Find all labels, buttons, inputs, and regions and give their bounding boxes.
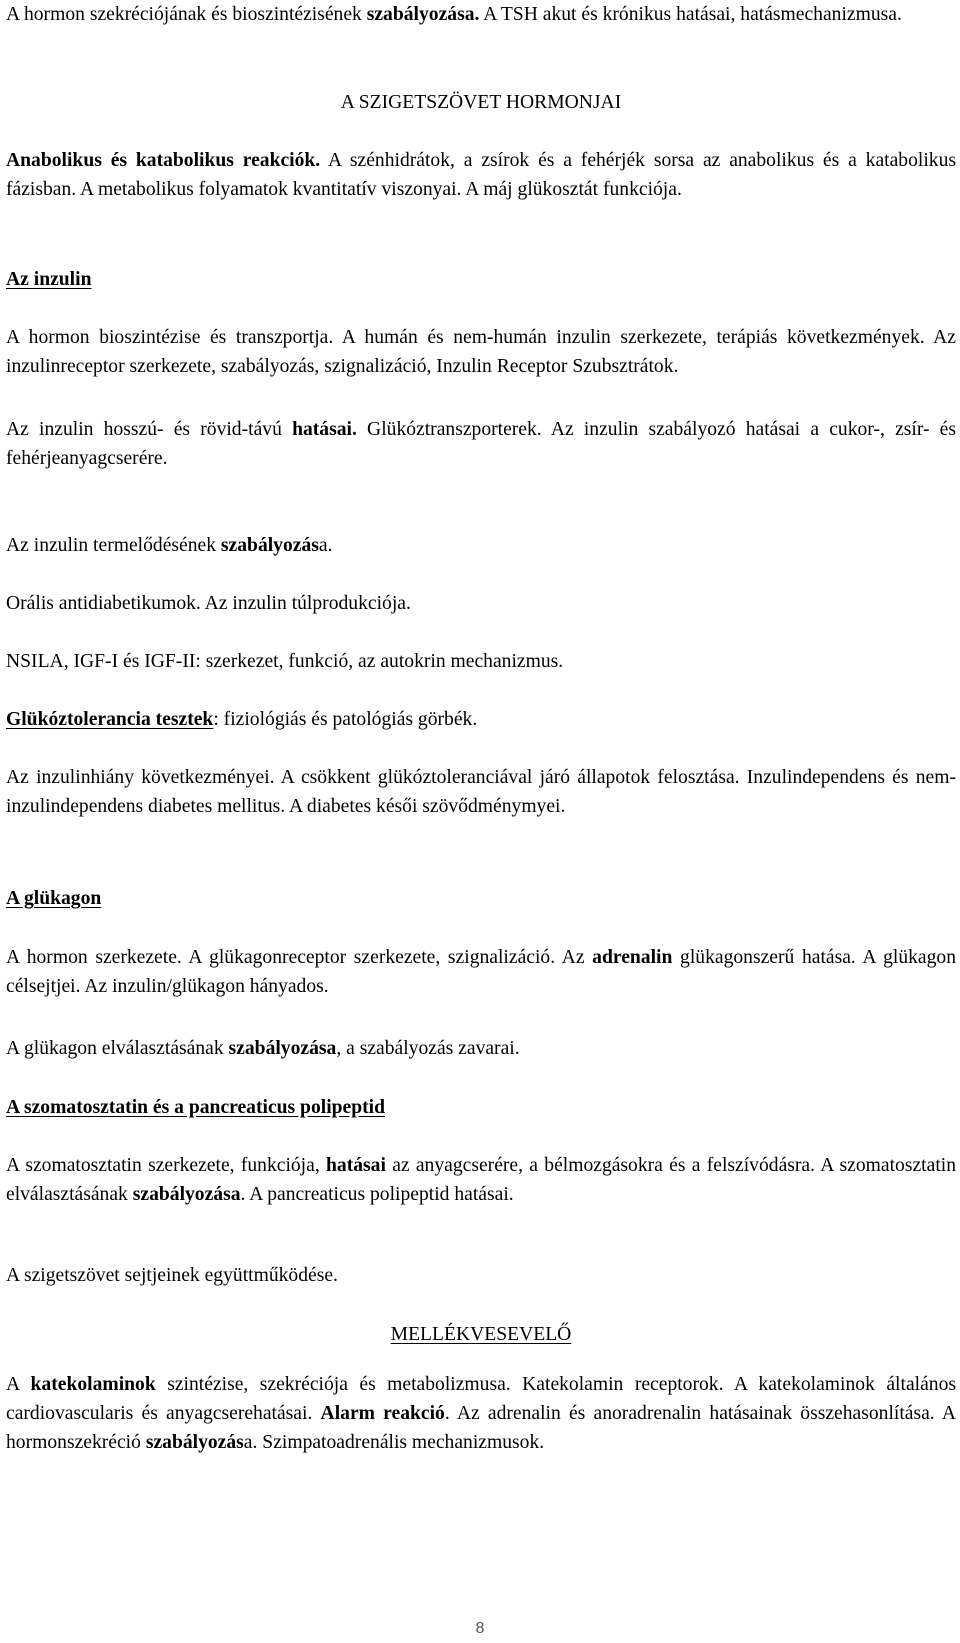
subheading-szomatosztatin: [6, 1093, 956, 1122]
text-run: . A pancreaticus polipeptid hatásai.: [240, 1184, 514, 1205]
section-heading-szigetszovet: A SZIGETSZÖVET HORMONJAI: [340, 92, 622, 113]
text-run: A szénhidrátok, a zsírok és a fehérjék sorsa az anabolikus és a katabolikus fázisban. A metabolikus folyamatok kvantitatív viszonyai. A máj glükosztát funkciója.: [6, 150, 956, 200]
text-run: a.: [318, 535, 333, 556]
bold-run: szabályozás: [220, 535, 319, 556]
text-run: A hormon szerkezete. A glükagonreceptor szerkezete, szignalizáció. Az: [6, 947, 593, 968]
page-number: 8: [475, 1620, 485, 1637]
paragraph-nsila: NSILA, IGF-I és IGF-II: szerkezet, funkció, az autokrin mechanizmus.: [6, 651, 564, 672]
paragraph-egyuttmukodes: A szigetszövet sejtjeinek együttműködése.: [6, 1265, 338, 1286]
paragraph-bioszintezis: A hormon bioszintézise és transzportja. A humán és nem-humán inzulin szerkezete, terápiás következmények. Az inzulinreceptor szerkezete, szabályozás, szignalizáció, Inzulin Receptor Szubsztrátok.: [6, 327, 956, 377]
underlined-bold-run: Glükóztolerancia tesztek: [6, 709, 214, 730]
text-run: A hormon szekréciójának és bioszintézisének: [6, 4, 367, 25]
underlined-heading: Az inzulin: [6, 269, 92, 290]
text-run: Glükóztranszporterek. Az inzulin szabályozó hatásai a cukor-, zsír- és fehérjeanyagcserére.: [6, 419, 957, 469]
text-run: , a szabályozás zavarai.: [336, 1038, 520, 1059]
text-run: a. Szimpatoadrenális mechanizmusok.: [243, 1432, 545, 1453]
paragraph-tsh: [6, 0, 956, 29]
bold-run: szabályozása.: [366, 4, 480, 25]
bold-run: Alarm reakció: [320, 1403, 445, 1424]
text-run: . Az adrenalin és anoradrenalin hatásainak összehasonlítása. A hormonszekréció: [6, 1403, 956, 1453]
text-run: : fiziológiás és patológiás görbék.: [213, 709, 478, 730]
paragraph-glukagon-szerkezet: [6, 943, 956, 1001]
bold-run: hatásai.: [292, 419, 357, 440]
subheading-glukagon: [6, 884, 956, 913]
bold-run: adrenalin: [592, 947, 673, 968]
text-run: A glükagon elválasztásának: [6, 1038, 229, 1059]
paragraph-glukagon-elvalasztas: [6, 1034, 956, 1063]
paragraph-szomatosztatin: [6, 1151, 956, 1209]
paragraph-inzulinhiany: Az inzulinhiány következményei. A csökkent glükóztoleranciával járó állapotok felosztása. Inzulindependens és nem-inzulindependens diabetes mellitus. A diabetes késői szövődménymyei.: [6, 767, 956, 817]
text-run: glükagonszerű hatása. A glükagon célsejtjei. Az inzulin/glükagon hányados.: [6, 947, 957, 997]
text-run: szintézise, szekréciója és metabolizmusa. Katekolamin receptorok. A katekolaminok általános cardiovascularis és anyagcserehatásai.: [6, 1374, 956, 1424]
paragraph-glukoztolerancia: [6, 705, 956, 734]
text-run: Az inzulin hosszú- és rövid-távú: [6, 419, 293, 440]
underlined-heading: MELLÉKVESEVELŐ: [390, 1324, 572, 1345]
subheading-inzulin: [6, 265, 956, 294]
paragraph-katekolaminok: [6, 1370, 956, 1457]
paragraph-termelodes: [6, 531, 956, 560]
text-run: Az inzulin termelődésének: [6, 535, 221, 556]
bold-run: katekolaminok: [30, 1374, 156, 1395]
bold-run: Anabolikus és katabolikus reakciók.: [6, 150, 321, 171]
paragraph-antidiabetikumok: Orális antidiabetikumok. Az inzulin túlprodukciója.: [6, 593, 411, 614]
bold-run: szabályozása: [132, 1184, 241, 1205]
text-run: A szomatosztatin szerkezete, funkciója,: [6, 1155, 327, 1176]
bold-run: szabályozás: [145, 1432, 244, 1453]
text-run: az anyagcserére, a bélmozgásokra és a felszívódásra. A szomatosztatin elválasztásának: [6, 1155, 957, 1205]
text-run: A TSH akut és krónikus hatásai, hatásmechanizmusa.: [479, 4, 902, 25]
paragraph-hatasai: [6, 415, 956, 473]
text-run: A: [6, 1374, 31, 1395]
bold-run: szabályozása: [228, 1038, 337, 1059]
bold-run: hatásai: [326, 1155, 386, 1176]
underlined-heading: A szomatosztatin és a pancreaticus polipeptid: [6, 1097, 385, 1118]
paragraph-anabolikus: [6, 146, 956, 204]
underlined-heading: A glükagon: [6, 888, 102, 909]
section-heading-mellekvesevelo: [6, 1320, 956, 1349]
